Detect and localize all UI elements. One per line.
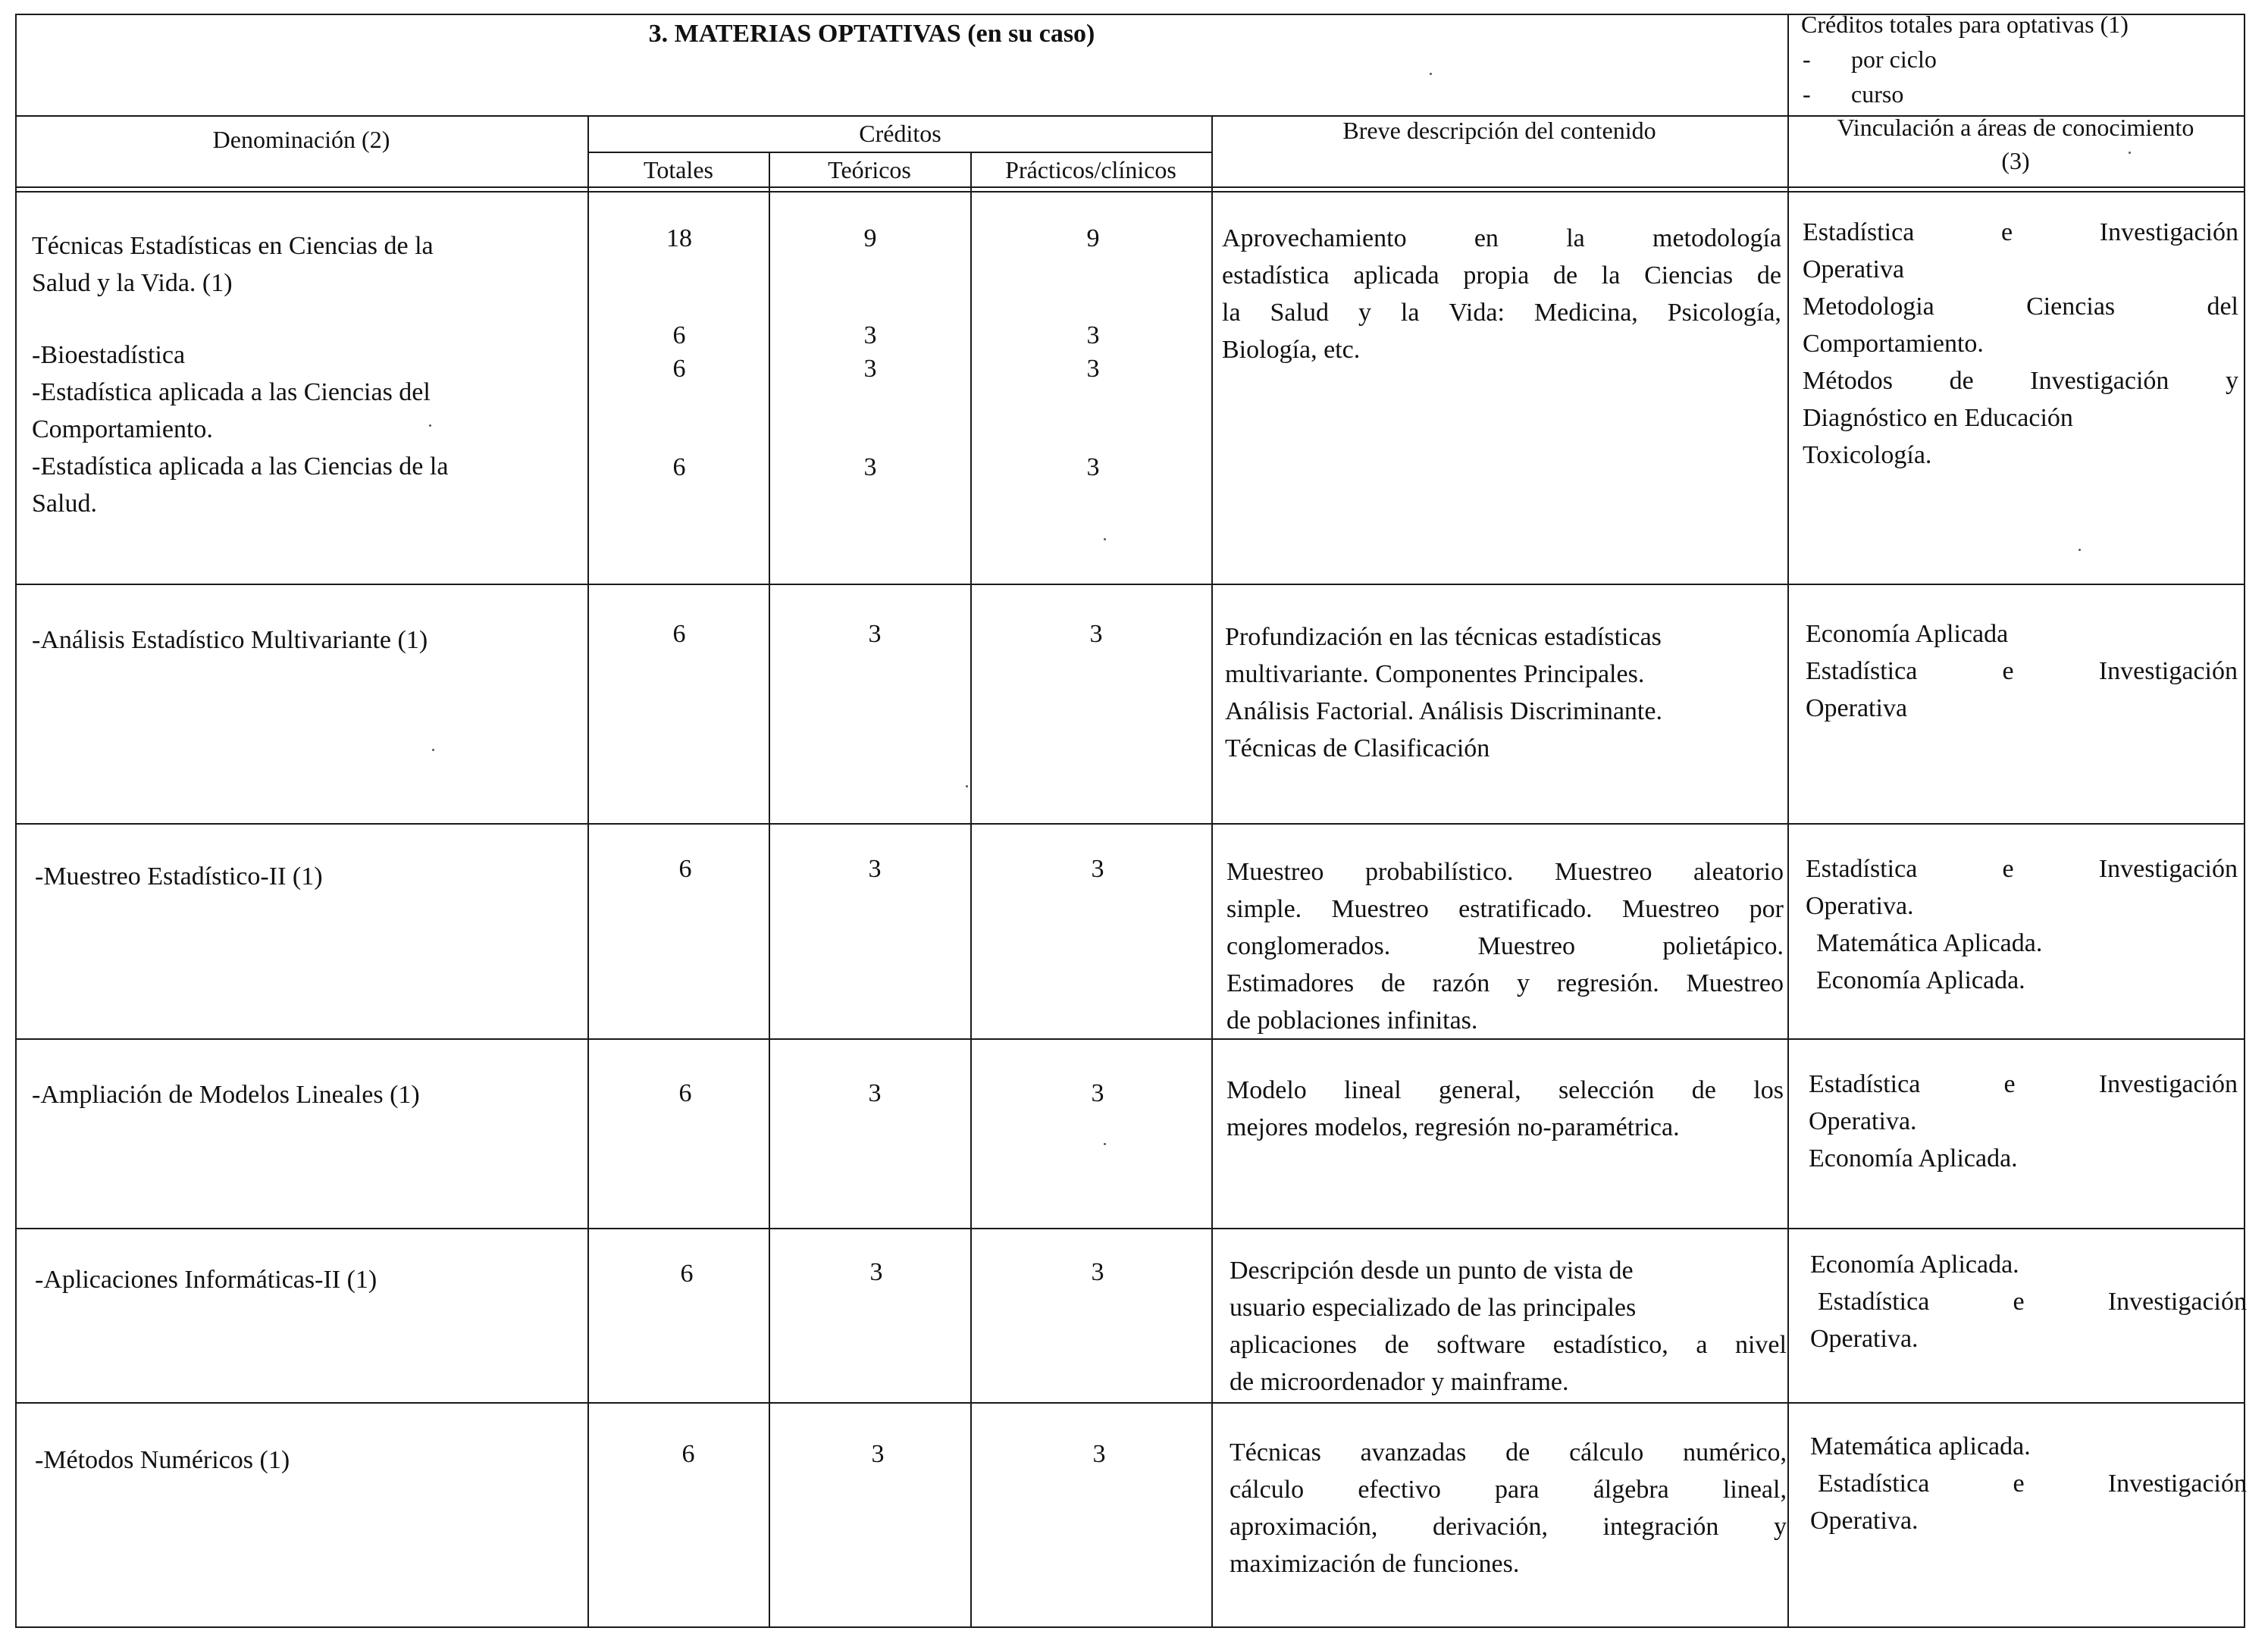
area-line: Operativa. <box>1810 1507 1919 1535</box>
word: de <box>1949 367 1974 395</box>
word: e <box>2002 657 2014 685</box>
area-line <box>1803 288 2238 325</box>
word: selección <box>1558 1076 1655 1104</box>
row5-denominacion <box>35 1261 377 1298</box>
area-line <box>1803 214 2238 251</box>
row1-denominacion <box>32 227 448 522</box>
desc-line <box>1226 965 1784 1002</box>
word: avanzadas <box>1360 1438 1467 1467</box>
word: en <box>1474 224 1499 252</box>
desc-line: multivariante. Componentes Principales. <box>1225 660 1645 688</box>
word: estratificado. <box>1458 895 1593 923</box>
word: Muestreo <box>1331 895 1429 923</box>
desc-line <box>1230 1471 1787 1508</box>
scan-speck <box>1104 538 1106 540</box>
word: de <box>1380 969 1405 997</box>
word: aproximación, <box>1230 1513 1378 1541</box>
row1-sub-line: -Estadística aplicada a las Ciencias del <box>32 378 431 406</box>
word: e <box>2003 1070 2016 1098</box>
word: cálculo <box>1569 1438 1644 1467</box>
area-line: Toxicología. <box>1803 441 1932 469</box>
word: aplicada <box>1353 261 1439 290</box>
row-divider-4 <box>15 1228 2245 1229</box>
word: y <box>1516 969 1530 997</box>
word: Investigación <box>2107 1288 2247 1316</box>
word: e <box>2002 855 2014 883</box>
row1-sub-line: -Estadística aplicada a las Ciencias de la <box>32 452 449 481</box>
row2-teoricos: 3 <box>868 620 882 648</box>
area-line: Economía Aplicada. <box>1810 1251 2019 1279</box>
row1-areas <box>1803 214 2250 474</box>
row3-name-line: -Muestreo Estadístico-II (1) <box>35 862 323 891</box>
row1-totales-1: 6 <box>672 321 686 349</box>
column-header-rule <box>15 186 2245 188</box>
row3-denominacion <box>35 858 323 895</box>
row3-descripcion <box>1226 853 1784 1039</box>
credits-per-cycle: por ciclo <box>1851 45 1937 73</box>
word: numérico, <box>1683 1438 1787 1467</box>
row2-areas <box>1806 615 2238 727</box>
word: para <box>1495 1476 1540 1504</box>
area-line: Economía Aplicada <box>1806 620 2009 648</box>
credits-total-label: Créditos totales para optativas (1) <box>1801 11 2129 38</box>
word: la <box>1400 299 1420 327</box>
desc-line: mejores modelos, regresión no-paramétrica. <box>1226 1113 1680 1141</box>
word: Ciencias <box>2026 293 2116 321</box>
scan-speck <box>1104 1143 1106 1145</box>
row6-descripcion <box>1230 1434 1787 1582</box>
word: Investigación <box>2098 1070 2238 1098</box>
word: de <box>1756 261 1781 290</box>
desc-line: usuario especializado de las principales <box>1230 1294 1637 1322</box>
word: estadística <box>1222 261 1330 290</box>
credits-course: curso <box>1851 80 1904 108</box>
row4-denominacion <box>32 1076 420 1113</box>
scan-speck <box>432 749 434 751</box>
area-line <box>1806 653 2238 690</box>
row1-practicos-1: 3 <box>1086 321 1100 349</box>
word: Metodologia <box>1803 293 1934 321</box>
page-title: 3. MATERIAS OPTATIVAS (en su caso) <box>648 20 1095 48</box>
table-border-bottom <box>15 1626 2245 1628</box>
desc-line <box>1222 294 1781 331</box>
word: la <box>1566 224 1585 252</box>
desc-line: de poblaciones infinitas. <box>1226 1006 1478 1035</box>
word: de <box>1384 1331 1409 1359</box>
row-divider-3 <box>15 1038 2245 1040</box>
word: Investigación <box>2107 1470 2247 1498</box>
area-line: Diagnóstico en Educación <box>1803 404 2073 432</box>
table-border-left <box>15 14 17 1628</box>
word: Muestreo <box>1555 858 1652 886</box>
row2-totales: 6 <box>672 620 686 648</box>
scan-speck <box>2078 549 2081 551</box>
area-line <box>1806 850 2238 888</box>
word: la <box>1601 261 1621 290</box>
row1-teoricos-3: 3 <box>863 453 877 481</box>
word: Estadística <box>1806 657 1918 685</box>
scan-speck <box>429 424 431 427</box>
desc-line: Técnicas de Clasificación <box>1225 734 1490 762</box>
word: e <box>2013 1470 2025 1498</box>
row1-sub-line: -Bioestadística <box>32 341 186 369</box>
desc-line: Profundización en las técnicas estadísticas <box>1225 623 1662 651</box>
area-line: Matemática Aplicada. <box>1816 929 2043 957</box>
word: Métodos <box>1803 367 1893 395</box>
col-header-creditos: Créditos <box>859 120 941 147</box>
col-header-totales: Totales <box>644 156 713 183</box>
row1-totales-2: 6 <box>672 355 686 383</box>
row6-teoricos: 3 <box>871 1440 885 1468</box>
row5-practicos: 3 <box>1091 1258 1104 1286</box>
area-line: Operativa <box>1803 255 1905 283</box>
word: Estadística <box>1806 855 1918 883</box>
desc-line: de microordenador y mainframe. <box>1230 1368 1569 1396</box>
word: Medicina, <box>1533 299 1638 327</box>
row1-teoricos-0: 9 <box>863 224 877 252</box>
row1-descripcion <box>1222 220 1781 368</box>
word: Psicología, <box>1667 299 1781 327</box>
row-divider-5 <box>15 1402 2245 1404</box>
word: metodología <box>1652 224 1781 252</box>
area-line <box>1803 362 2238 399</box>
row4-areas <box>1809 1066 2238 1177</box>
row3-practicos: 3 <box>1091 855 1104 883</box>
col-divider-credits-right <box>1211 115 1213 1626</box>
row5-totales: 6 <box>680 1260 694 1288</box>
col-header-teoricos: Teóricos <box>828 156 911 183</box>
row1-practicos-0: 9 <box>1086 224 1100 252</box>
word: propia <box>1463 261 1530 290</box>
desc-line <box>1226 853 1784 891</box>
word: e <box>2001 218 2013 246</box>
word: polietápico. <box>1662 932 1784 960</box>
word: Investigación <box>2030 367 2169 395</box>
credits-bullet-1: - <box>1803 45 1811 73</box>
row5-teoricos: 3 <box>869 1258 883 1286</box>
row-divider-2 <box>15 823 2245 825</box>
row6-name-line: -Métodos Numéricos (1) <box>35 1446 290 1474</box>
desc-line <box>1222 257 1781 294</box>
word: estadístico, <box>1552 1331 1668 1359</box>
word: software <box>1436 1331 1526 1359</box>
col-header-denominacion: Denominación (2) <box>212 126 390 153</box>
col-header-vinculacion: Vinculación a áreas de conocimiento <box>1837 114 2194 141</box>
col-header-vinculacion-ref: (3) <box>2001 147 2030 174</box>
desc-line <box>1226 928 1784 965</box>
row3-areas <box>1806 850 2238 999</box>
word: Estimadores <box>1226 969 1355 997</box>
word: Salud <box>1270 299 1329 327</box>
word: la <box>1222 299 1241 327</box>
word: efectivo <box>1358 1476 1441 1504</box>
row1-name-line: Salud y la Vida. (1) <box>32 269 233 297</box>
area-line: Comportamiento. <box>1803 330 1984 358</box>
row2-name-line: -Análisis Estadístico Multivariante (1) <box>32 626 428 654</box>
col-divider-credits-left <box>587 115 589 1626</box>
word: nivel <box>1734 1331 1787 1359</box>
word: álgebra <box>1593 1476 1669 1504</box>
word: Estadística <box>1818 1288 1930 1316</box>
word: a <box>1696 1331 1708 1359</box>
word: regresión. <box>1556 969 1659 997</box>
word: y <box>1773 1513 1787 1541</box>
desc-line <box>1230 1326 1787 1363</box>
area-line <box>1809 1066 2238 1103</box>
word: cálculo <box>1230 1476 1305 1504</box>
row5-areas <box>1810 1246 2247 1357</box>
desc-line <box>1230 1508 1787 1545</box>
area-line: Operativa. <box>1806 892 1914 920</box>
word: probabilístico. <box>1365 858 1514 886</box>
word: Muestreo <box>1477 932 1576 960</box>
word: simple. <box>1226 895 1302 923</box>
word: Vida: <box>1449 299 1505 327</box>
row4-totales: 6 <box>678 1079 692 1107</box>
row2-practicos: 3 <box>1089 620 1103 648</box>
row6-areas <box>1810 1428 2247 1539</box>
word: derivación, <box>1432 1513 1548 1541</box>
desc-line: Análisis Factorial. Análisis Discriminante. <box>1225 697 1662 725</box>
area-line: Economía Aplicada. <box>1809 1144 2018 1172</box>
desc-line: maximización de funciones. <box>1230 1550 1520 1578</box>
word: integración <box>1602 1513 1719 1541</box>
row4-practicos: 3 <box>1091 1079 1104 1107</box>
col-divider-teoricos <box>769 152 770 1626</box>
row3-totales: 6 <box>678 855 692 883</box>
row5-descripcion <box>1230 1252 1787 1401</box>
word: de <box>1505 1438 1530 1467</box>
word: e <box>2013 1288 2025 1316</box>
scan-speck <box>2129 152 2131 154</box>
desc-line: Biología, etc. <box>1222 336 1361 364</box>
column-header-rule-2 <box>15 191 2245 193</box>
row-divider-1 <box>15 584 2245 585</box>
word: por <box>1749 895 1784 923</box>
word: general, <box>1439 1076 1521 1104</box>
col-divider-practicos <box>970 152 972 1626</box>
row6-practicos: 3 <box>1092 1440 1106 1468</box>
word: Investigación <box>2099 218 2238 246</box>
row2-descripcion <box>1225 618 1662 767</box>
word: Muestreo <box>1226 858 1324 886</box>
word: Estadística <box>1809 1070 1921 1098</box>
area-line <box>1810 1283 2247 1320</box>
word: razón <box>1432 969 1490 997</box>
header-divider <box>1787 14 1789 1628</box>
row1-practicos-3: 3 <box>1086 453 1100 481</box>
row1-teoricos-1: 3 <box>863 321 877 349</box>
row4-name-line: -Ampliación de Modelos Lineales (1) <box>32 1081 420 1109</box>
area-line: Matemática aplicada. <box>1810 1432 2031 1460</box>
word: Modelo <box>1226 1076 1307 1104</box>
word: Aprovechamiento <box>1222 224 1407 252</box>
desc-line <box>1226 891 1784 928</box>
row1-totales-3: 6 <box>672 453 686 481</box>
area-line <box>1810 1465 2247 1502</box>
row4-teoricos: 3 <box>868 1079 882 1107</box>
row3-teoricos: 3 <box>868 855 882 883</box>
row1-totales-0: 18 <box>666 224 692 252</box>
row1-sub-line: Comportamiento. <box>32 415 213 443</box>
word: aplicaciones <box>1230 1331 1358 1359</box>
word: del <box>2207 293 2238 321</box>
desc-line <box>1222 220 1781 257</box>
word: y <box>2226 367 2238 395</box>
word: Ciencias <box>1644 261 1734 290</box>
area-line: Economía Aplicada. <box>1816 966 2025 994</box>
row6-denominacion <box>35 1442 290 1479</box>
row1-sub-line: Salud. <box>32 490 97 518</box>
area-line: Operativa. <box>1810 1325 1919 1353</box>
word: y <box>1358 299 1371 327</box>
row1-practicos-2: 3 <box>1086 355 1100 383</box>
row6-totales: 6 <box>681 1440 695 1468</box>
credits-bullet-2: - <box>1803 80 1811 108</box>
desc-line: Descripción desde un punto de vista de <box>1230 1257 1634 1285</box>
scan-speck <box>966 785 968 787</box>
word: los <box>1753 1076 1784 1104</box>
word: Muestreo <box>1686 969 1784 997</box>
area-line: Operativa <box>1806 694 1908 722</box>
scan-speck <box>1430 73 1432 75</box>
desc-line <box>1226 1072 1784 1109</box>
row5-name-line: -Aplicaciones Informáticas-II (1) <box>35 1266 377 1294</box>
col-header-practicos: Prácticos/clínicos <box>1005 156 1176 183</box>
desc-line <box>1230 1434 1787 1471</box>
word: Estadística <box>1818 1470 1930 1498</box>
area-line: Operativa. <box>1809 1107 1917 1135</box>
word: Investigación <box>2098 855 2238 883</box>
row1-name-line: Técnicas Estadísticas en Ciencias de la <box>32 232 434 260</box>
word: lineal <box>1344 1076 1402 1104</box>
word: aleatorio <box>1693 858 1784 886</box>
row4-descripcion <box>1226 1072 1784 1146</box>
word: conglomerados. <box>1226 932 1391 960</box>
col-header-descripcion: Breve descripción del contenido <box>1342 117 1656 144</box>
word: Técnicas <box>1230 1438 1321 1467</box>
word: Muestreo <box>1621 895 1720 923</box>
word: Investigación <box>2098 657 2238 685</box>
word: de <box>1691 1076 1716 1104</box>
row1-teoricos-2: 3 <box>863 355 877 383</box>
word: de <box>1552 261 1578 290</box>
word: lineal, <box>1722 1476 1787 1504</box>
word: Estadística <box>1803 218 1915 246</box>
row2-denominacion <box>32 621 428 659</box>
